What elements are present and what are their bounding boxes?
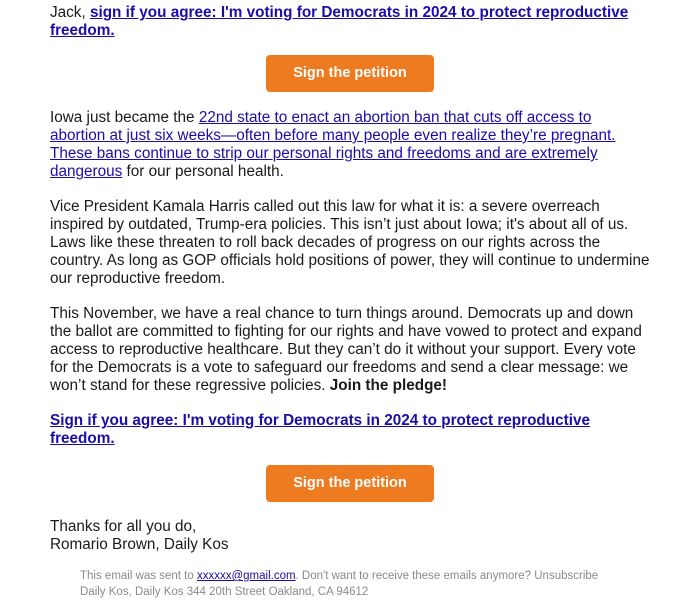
agree-link-bottom[interactable]: Sign if you agree: I'm voting for Democrats in 2024 to protect reproductive freedom. [50,412,590,447]
join-pledge-text: Join the pledge! [329,377,448,394]
petition-button-wrap-bottom [50,465,650,502]
footer-unsubscribe-text: . Don't want to receive these emails anymore? Unsubscribe [295,570,599,582]
footer-email-link[interactable]: xxxxxx@gmail.com [196,570,296,582]
sign-petition-button-top[interactable]: Sign the petition [266,55,434,92]
november-text: This November, we have a real chance to turn things around. Democrats up and down the ballot are committed to fighting for our rights and have vowed to protect and expand access to reproductive healthcare. But they can’t do it without your support. Every vote for the Democrats is a vote to safeguard our freedoms and send a clear message: we won’t stand for these regressive policies. [50,305,642,394]
iowa-paragraph [50,109,650,181]
cta-paragraph [50,412,650,448]
footer-address: Daily Kos, Daily Kos 344 20th Street Oakland, CA 94612 [80,586,369,598]
petition-button-wrap-top [50,55,650,92]
recipient-name: Jack, [50,4,86,21]
harris-paragraph: Vice President Kamala Harris called out this law for what it is: a severe overreach inspired by outdated, Trump-era policies. This isn’t just about Iowa; it's about all of us. Laws like these threaten to roll back decades of progress on our rights across the country. As long as GOP officials hold positions of power, they will continue to undermine our reproductive freedom. [50,198,650,287]
agree-link-top[interactable]: sign if you agree: I'm voting for Democrats in 2024 to protect reproductive freedom. [50,4,629,39]
signoff [50,518,650,554]
november-paragraph [50,305,650,395]
sign-petition-button-bottom[interactable]: Sign the petition [266,465,434,502]
signoff-line-2: Romario Brown, Daily Kos [50,536,229,553]
footer-sent-line [80,568,660,584]
signoff-line-1: Thanks for all you do, [50,518,197,535]
iowa-text-post: for our personal health. [122,163,284,180]
footer-sent-pre: This email was sent to [80,570,197,582]
email-footer [80,568,660,600]
iowa-text-pre: Iowa just became the [50,109,199,126]
iowa-ban-link[interactable]: 22nd state to enact an abortion ban that cuts off access to abortion at just six weeks—often before many people even realize they’re pregnant. These bans continue to strip our personal rights and freedoms and are extremely dangerous [50,109,616,180]
intro-paragraph [50,4,650,40]
email-body [50,4,650,554]
